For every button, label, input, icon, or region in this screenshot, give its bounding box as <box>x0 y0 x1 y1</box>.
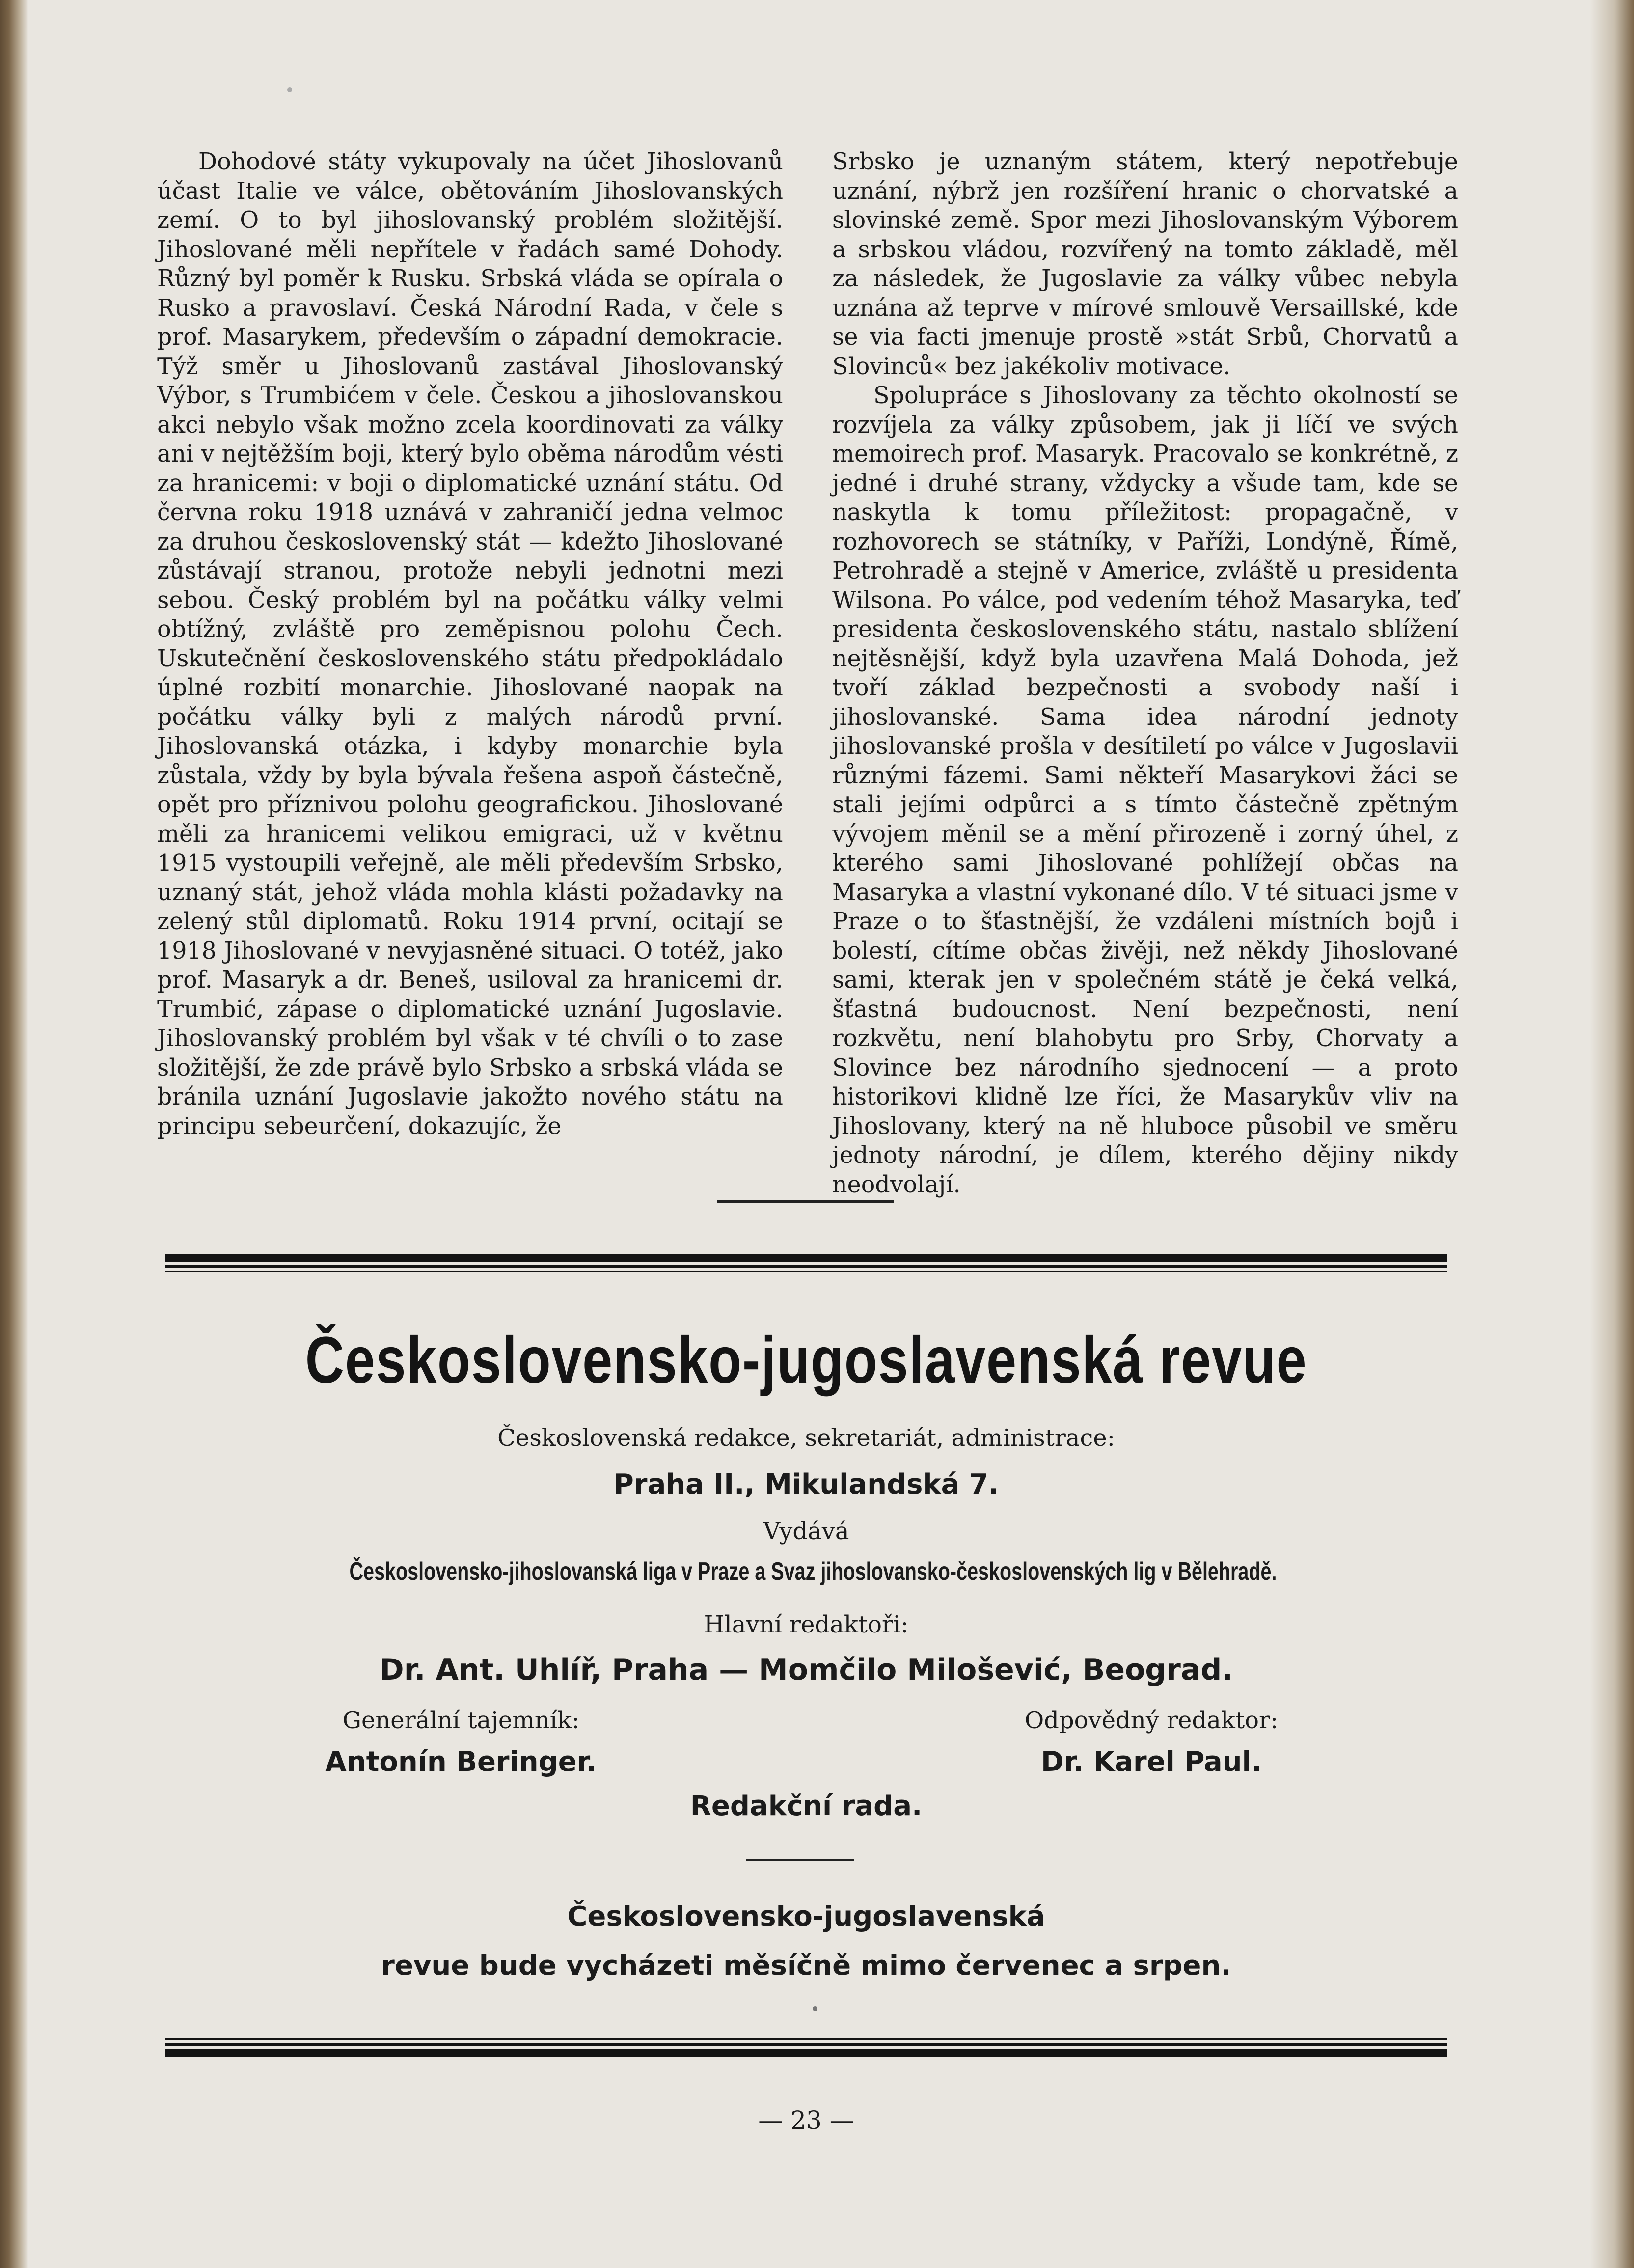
publisher-name: Československo-jihoslovanská liga v Praze a Svaz jihoslovansko-československých lig v Bělehradě. <box>349 1557 1277 1586</box>
masthead-divider <box>746 1859 854 1861</box>
publisher-line <box>0 1557 1634 1586</box>
responsible-editor-label: Odpovědný redaktor: <box>1024 1707 1279 1734</box>
article-end-rule <box>717 1200 894 1203</box>
print-speck <box>287 87 292 92</box>
masthead-top-border <box>165 1254 1447 1272</box>
print-speck <box>813 2006 817 2011</box>
staff-names-row <box>165 1746 1447 1778</box>
editorial-office-label: Československá redakce, sekretariát, administrace: <box>497 1424 1115 1452</box>
article-body <box>157 147 1458 1198</box>
article-paragraph: Srbsko je uznaným státem, který nepotřebuje uznání, nýbrž jen rozšíření hranic o chorvatské a slovinské země. Spor mezi Jihoslovanským Výborem a srbskou vládou, rozvířený na tomto základě, měl za následek, že Jugoslavie za války vůbec nebyla uznána až teprve v mírové smlouvě Versaillské, kde se via facti jmenuje prostě »stát Srbů, Chorvatů a Slovinců« bez jakékoliv motivace. <box>832 148 1458 380</box>
chief-editors: Dr. Ant. Uhlíř, Praha — Momčilo Milošević, Beograd. <box>379 1653 1233 1687</box>
office-address: Praha II., Mikulandská 7. <box>613 1468 999 1500</box>
editorial-board: Redakční rada. <box>690 1790 923 1822</box>
secretary-label: Generální tajemník: <box>342 1707 580 1734</box>
notice-line-1: Československo-jugoslavenská <box>567 1901 1045 1933</box>
article-right-column <box>832 147 1458 1198</box>
page-right-edge <box>1590 0 1634 2268</box>
article-paragraph: Dohodové státy vykupovaly na účet Jihoslovanů účast Italie ve válce, obětováním Jihoslovanských zemí. O to byl jihoslovanský problém složitější. Jihoslované měli nepřítele v řadách samé Dohody. Různý byl poměr k Rusku. Srbská vláda se opírala o Rusko a pravoslaví. Česká Národní Rada, v čele s prof. Masarykem, především o západní demokracie. Týž směr u Jihoslovanů zastával Jihoslovanský Výbor, s Trumbićem v čele. Českou a jihoslovanskou akci nebylo však možno zcela koordinovati za války ani v nejtěžším boji, který bylo oběma národům vésti za hranicemi: v boji o diplomatické uznání státu. Od června roku 1918 uznává v zahraničí jedna velmoc za druhou československý stát — kdežto Jihoslované zůstávají stranou, protože nebyli jednotni mezi sebou. Český problém byl na počátku války velmi obtížný, zvláště pro zeměpisnou polohu Čech. Uskutečnění československého státu předpokládalo úplné rozbití monarchie. Jihoslované naopak na počátku války byli z malých národů první. Jihoslovanská otázka, i kdyby monarchie byla zůstala, vždy by byla bývala řešena aspoň částečně, opět pro příznivou polohu geografickou. Jihoslované měli za hranicemi velikou emigraci, už v květnu 1915 vystoupili veřejně, ale měli především Srbsko, uznaný stát, jehož vláda mohla klásti požadavky na zelený stůl diplomatů. Roku 1914 první, ocitají se 1918 Jihoslované v nevyjasněné situaci. O totéž, jako prof. Masaryk a dr. Beneš, usiloval za hranicemi dr. Trumbić, zápase o diplomatické uznání Jugoslavie. Jihoslovanský problém byl však v té chvíli o to zase složitější, že zde právě bylo Srbsko a srbská vláda se bránila uznání Jugoslavie jakožto nového státu na principu sebeurčení, dokazujíc, že <box>157 148 783 1140</box>
journal-title: Československo-jugoslavenská revue <box>305 1324 1307 1397</box>
notice-line-2: revue bude vycházeti měsíčně mimo červenec a srpen. <box>381 1950 1231 1982</box>
responsible-editor-name: Dr. Karel Paul. <box>1040 1746 1262 1778</box>
publisher-label: Vydává <box>763 1518 849 1545</box>
page-number: — 23 — <box>758 2106 854 2134</box>
article-paragraph: Spolupráce s Jihoslovany za těchto okolností se rozvíjela za války způsobem, jak ji líčí ve svých memoirech prof. Masaryk. Pracovalo se konkrétně, z jedné i druhé strany, vždycky a všude tam, kde se naskytla k tomu příležitost: propagačně, v rozhovorech se státníky, v Paříži, Londýně, Římě, Petrohradě a stejně v Americe, zvláště u presidenta Wilsona. Po válce, pod vedením téhož Masaryka, teď presidenta československého státu, nastalo sblížení nejtěsnější, když byla uzavřena Malá Dohoda, jež tvoří základ bezpečnosti a svobody naší i jihoslovanské. Sama idea národní jednoty jihoslovanské prošla v desítiletí po válce v Jugoslavii různými fázemi. Sami někteří Masarykovi žáci se stali jejími odpůrci a s tímto částečně zpětným vývojem měnil se a mění přirozeně i zorný úhel, z kterého sami Jihoslované pohlížejí občas na Masaryka a vlastní vykonané dílo. V té situaci jsme v Praze o to šťastnější, že vzdáleni místních bojů i bolestí, cítíme občas živěji, než někdy Jihoslované sami, kterak jen v společném státě je čeká velká, šťastná budoucnost. Není bezpečnosti, není rozkvětu, není blahobytu pro Srby, Chorvaty a Slovince bez národního sjednocení — a proto historikovi klidně lze říci, že Masarykův vliv na Jihoslovany, který na ně hluboce působil ve směru jednoty národní, je dílem, kterého dějiny nikdy neodvolají. <box>832 382 1458 1198</box>
chief-editors-label: Hlavní redaktoři: <box>704 1611 909 1638</box>
masthead-bottom-border <box>165 2038 1447 2057</box>
article-left-column <box>157 147 783 1169</box>
staff-labels-row <box>165 1707 1447 1734</box>
secretary-name: Antonín Beringer. <box>325 1746 597 1778</box>
book-spine-edge <box>0 0 28 2268</box>
